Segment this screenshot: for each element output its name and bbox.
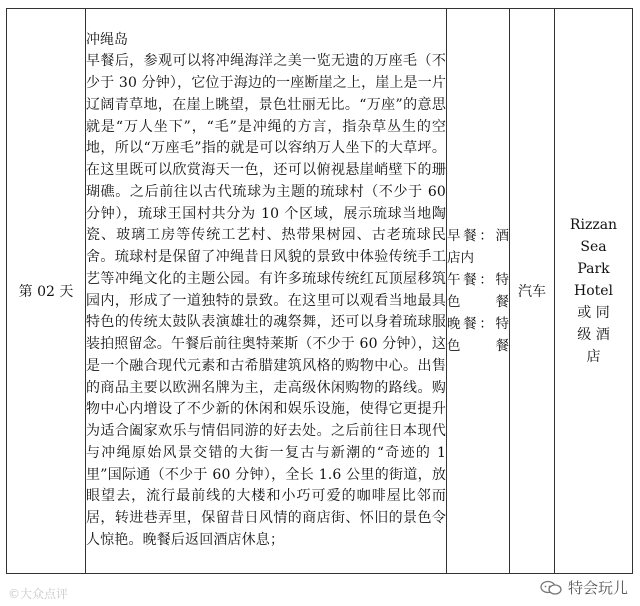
hotel-line: 店 <box>586 349 601 365</box>
meal-line: 色餐 <box>447 294 509 310</box>
hotel-line: Hotel <box>573 283 614 299</box>
location-title: 冲绳岛 <box>86 32 128 49</box>
description-cell <box>86 9 447 574</box>
itinerary-table <box>6 8 633 574</box>
meal-line: 店内 <box>447 250 474 266</box>
watermark-right <box>540 577 628 598</box>
meal-line: 色餐 <box>447 338 509 354</box>
watermark-right-text: 特会玩儿 <box>567 579 628 597</box>
meal-line: 晚餐：特 <box>447 316 509 332</box>
description-text: 早餐后，参观可以将冲绳海洋之美一览无遗的万座毛（不少于 30 分钟），它位于海边的一座断崖之上，崖上是一片辽阔青草地，在崖上眺望，景色壮丽无比。“万座”的意思就是“万人坐下”，“毛”是冲绳的方言，指杂草丛生的空地，所以“万座毛”指的就是可以容纳万人坐下的大草坪。在这里既可以欣赏海天一色，还可以俯视悬崖峭壁下的珊瑚礁。之后前往以古代琉球为主题的琉球村（不少于 60 分钟），琉球王国村共分为 10 个区域，展示琉球当地陶瓷、玻璃工房等传统工艺村、热带果树园、古老琉球民舍。琉球村是保留了冲绳昔日风貌的景致中体验传统手工艺等冲绳文化的主题公园。有许多琉球传统红瓦顶屋移筑园内，形成了一道独特的景致。在这里可以观看当地最具特色的传统太鼓队表演雄壮的魂祭舞，还可以身着琉球服装拍照留念。午餐后前往奥特莱斯（不少于 60 分钟），这是一个融合现代元素和古希腊建筑风格的购物中心。出售的商品主要以欧洲名牌为主，走高级休闲购物的路线。购物中心内增设了不少新的休闲和娱乐设施，使得它更提升为适合阖家欢乐与情侣同游的好去处。之后前往日本现代与冲绳原始风景交错的大街一复古与新潮的“奇迹的 1 里”国际通（不少于 60 分钟），全长 1.6 公里的街道，放眼望去，流行最前线的大楼和小巧可爱的咖啡屋比邻而居，转进巷弄里，保留昔日风情的商店街、怀旧的景色令人惊艳。晚餐后返回酒店休息； <box>86 53 446 548</box>
table-row <box>7 9 633 574</box>
hotel-line: Sea <box>580 239 607 255</box>
hotel-line: 级 酒 <box>577 327 610 343</box>
meal-line: 午餐：特 <box>447 272 509 288</box>
hotel-line: 或 同 <box>577 305 610 321</box>
chat-bubbles-icon <box>540 580 562 596</box>
hotel-line: Rizzan <box>569 217 618 233</box>
transport-label: 汽车 <box>510 9 555 574</box>
hotel-cell <box>555 9 633 574</box>
hotel-line: Park <box>577 261 610 277</box>
meals-cell <box>447 9 510 574</box>
watermark-left: ©大众点评 <box>8 587 69 601</box>
meal-line: 早餐：酒 <box>447 228 509 244</box>
day-label: 第 02 天 <box>7 9 86 574</box>
